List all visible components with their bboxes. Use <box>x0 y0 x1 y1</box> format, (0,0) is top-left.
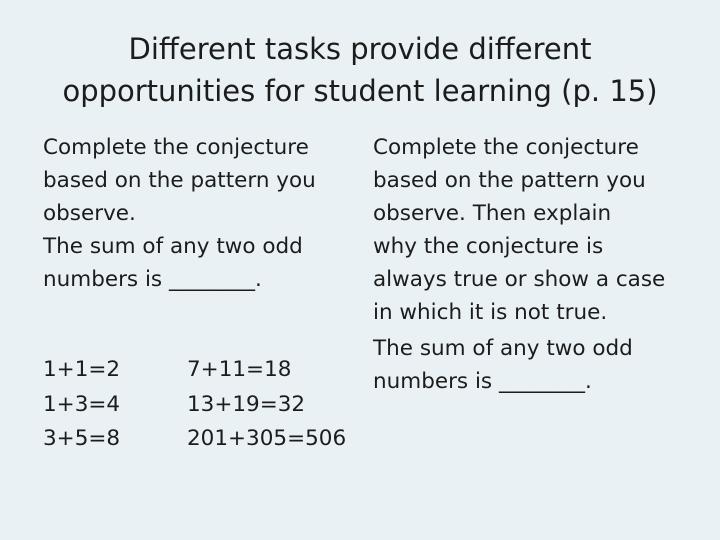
title-line-2: opportunities for student learning (p. 15) <box>62 74 658 108</box>
right-prompt-line: observe. Then explain <box>373 201 612 226</box>
examples-column-2 <box>187 353 346 457</box>
example-equation: 1+3=4 <box>43 391 121 417</box>
example-equation: 201+305=506 <box>187 426 347 451</box>
right-statement-line: numbers is ________. <box>373 369 592 394</box>
left-prompt-line: based on the pattern you <box>43 168 316 193</box>
right-prompt-line: in which it is not true. <box>373 300 608 325</box>
right-prompt-line: always true or show a case <box>373 267 666 292</box>
left-prompt-line: Complete the conjecture <box>43 135 309 160</box>
left-prompt-line: observe. <box>43 201 136 226</box>
example-equation: 13+19=32 <box>187 391 306 417</box>
example-equation: 1+1=2 <box>43 357 121 382</box>
left-task-column <box>43 131 353 296</box>
left-statement-line: numbers is ________. <box>43 267 262 292</box>
title-line-1: Different tasks provide different <box>128 32 592 66</box>
example-equation: 7+11=18 <box>187 357 292 382</box>
left-statement-line: The sum of any two odd <box>43 234 303 259</box>
right-task-column <box>373 131 703 398</box>
right-statement-line: The sum of any two odd <box>373 336 633 361</box>
right-prompt-line: Complete the conjecture <box>373 135 639 160</box>
slide-title <box>20 28 700 112</box>
example-equation: 3+5=8 <box>43 426 121 451</box>
right-prompt-line: based on the pattern you <box>373 168 646 193</box>
right-prompt-line: why the conjecture is <box>373 234 604 259</box>
examples-column-1 <box>43 353 120 457</box>
